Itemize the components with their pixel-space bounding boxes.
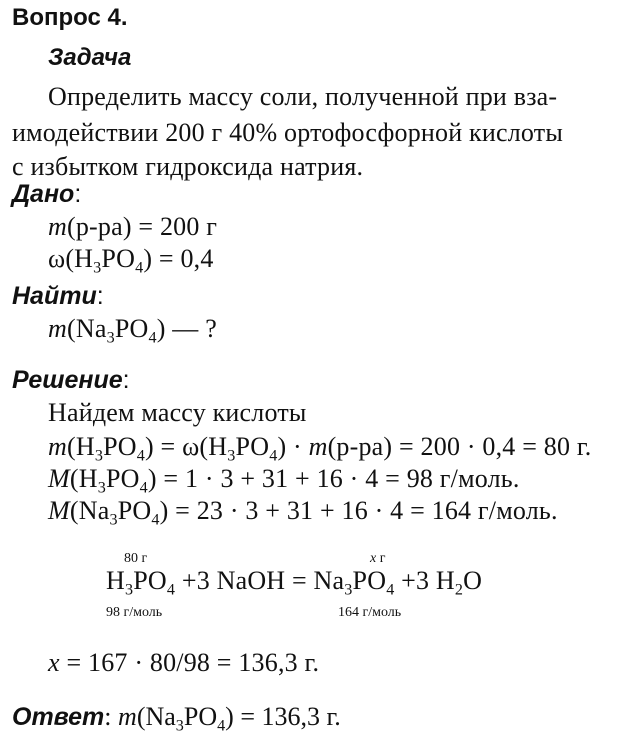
equation-above-left: 80 г (124, 551, 148, 566)
answer-text: PO (183, 702, 218, 731)
omega-text-c: ) = 0,4 (143, 244, 214, 273)
solution-line-3 (48, 496, 558, 529)
formula-text: ) = ω(H (145, 432, 228, 461)
answer-colon: : (104, 702, 112, 731)
equation-above-right (370, 551, 385, 567)
task-line-1: Определить массу соли, полученной при вза- (48, 82, 558, 111)
find-colon: : (96, 282, 104, 310)
subscript: 3 (94, 447, 104, 465)
mass-symbol: m (308, 432, 328, 461)
given-heading (12, 180, 81, 209)
subscript: 3 (109, 511, 118, 529)
molar-mass-symbol: M (48, 496, 70, 525)
unknown-symbol: x (370, 551, 377, 566)
equation-below-right: 164 г/моль (338, 605, 402, 620)
answer-text: ) = 136,3 г. (225, 702, 341, 731)
subscript: 3 (93, 259, 102, 277)
unknown-symbol: x (48, 648, 60, 677)
given-colon: : (74, 180, 82, 208)
eq-text: +3 NaOH = Na (175, 566, 345, 595)
subscript: 2 (454, 581, 464, 599)
subscript: 4 (139, 479, 148, 497)
equation-unit: г (376, 551, 386, 566)
equation-below-left: 98 г/моль (106, 605, 163, 620)
eq-text: PO (133, 566, 167, 595)
find-target (48, 314, 217, 347)
answer-label: Ответ (12, 703, 105, 731)
omega-text-a: ω(H (48, 244, 94, 273)
calculation-line (48, 648, 319, 678)
formula-text: (р-ра) = 200 · 0,4 = 80 г. (327, 432, 592, 461)
molar-mass-symbol: M (48, 464, 70, 493)
subscript: 4 (269, 447, 278, 465)
subscript: 3 (227, 447, 236, 465)
find-text-c: ) — ? (156, 314, 217, 343)
subscript: 4 (148, 329, 157, 347)
calc-text: = 167 · 80/98 = 136,3 г. (59, 648, 320, 677)
solution-intro: Найдем массу кислоты (48, 398, 307, 427)
subscript: 3 (344, 581, 353, 599)
task-line-2: имодействии 200 г 40% ортофосфорной кислоты (12, 118, 563, 147)
given-mass-text: (р-ра) = 200 г (66, 212, 218, 241)
formula-text: PO (103, 432, 137, 461)
formula-text: ) · (277, 432, 309, 461)
formula-text: PO (105, 464, 140, 493)
subscript: 3 (124, 581, 134, 599)
solution-line-1 (48, 432, 592, 465)
mass-symbol: m (48, 314, 67, 343)
subscript: 3 (97, 479, 106, 497)
mass-symbol: m (48, 212, 67, 241)
given-omega (48, 244, 214, 277)
find-label: Найти (12, 282, 97, 310)
formula-text: (Na (69, 496, 110, 525)
given-mass (48, 212, 217, 242)
eq-text: H (106, 566, 125, 595)
solution-colon: : (122, 366, 130, 394)
subscript: 4 (217, 717, 226, 735)
subscript: 3 (106, 329, 115, 347)
subscript: 4 (166, 581, 176, 599)
mass-symbol: m (48, 432, 67, 461)
question-heading: Вопрос 4. (12, 4, 128, 31)
subscript: 4 (386, 581, 395, 599)
formula-text: ) = 23 · 3 + 31 + 16 · 4 = 164 г/моль. (159, 496, 558, 525)
formula-text: ) = 1 · 3 + 31 + 16 · 4 = 98 г/моль. (147, 464, 520, 493)
find-text-b: PO (114, 314, 149, 343)
solution-heading (12, 366, 130, 395)
eq-text: O (463, 566, 483, 595)
find-text-a: (Na (66, 314, 107, 343)
solution-label: Решение (12, 366, 123, 394)
find-heading (12, 282, 104, 311)
answer-text: (Na (136, 702, 176, 731)
eq-text: PO (352, 566, 387, 595)
task-heading: Задача (48, 44, 132, 71)
formula-text: (H (69, 464, 98, 493)
task-line-3: с избытком гидроксида натрия. (12, 152, 364, 181)
reaction-equation (106, 566, 483, 599)
subscript: 4 (135, 259, 144, 277)
formula-text: PO (235, 432, 270, 461)
solution-line-2 (48, 464, 520, 497)
subscript: 4 (136, 447, 145, 465)
omega-text-b: PO (101, 244, 136, 273)
formula-text: (H (66, 432, 95, 461)
subscript: 3 (175, 717, 184, 735)
answer-line (12, 702, 341, 735)
mass-symbol: m (118, 702, 137, 731)
formula-text: PO (117, 496, 152, 525)
given-label: Дано (12, 180, 75, 208)
eq-text: +3 H (394, 566, 455, 595)
subscript: 4 (151, 511, 160, 529)
